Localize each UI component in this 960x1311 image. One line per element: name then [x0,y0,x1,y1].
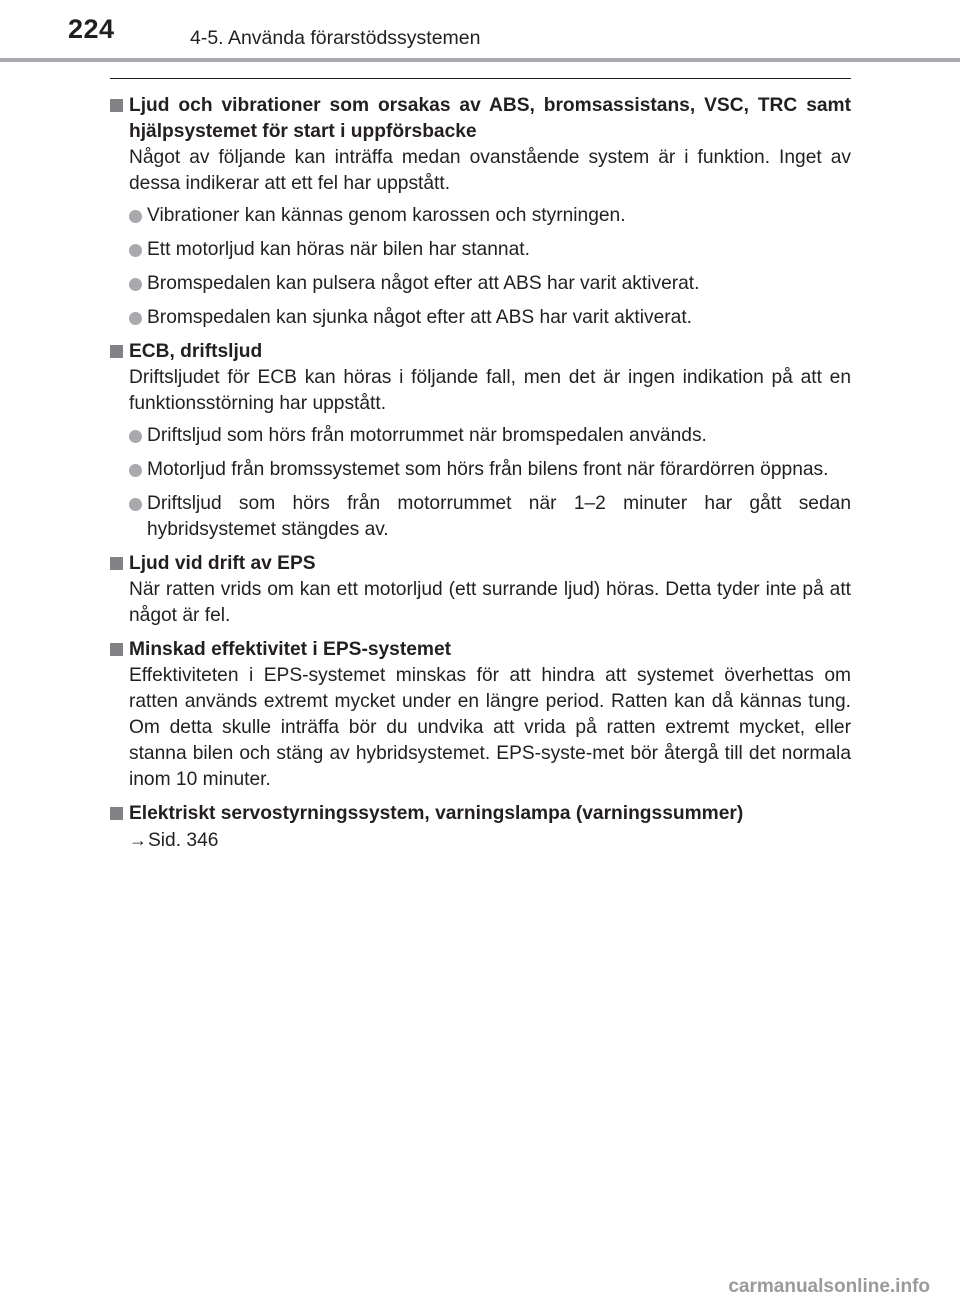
item-text: Något av följande kan inträffa medan ovanstående system är i funktion. Inget av dessa indikerar att ett fel har uppstått. [129,147,851,194]
item-heading [110,801,851,827]
item-text: Effektiviteten i EPS-systemet minskas för att hindra att systemet överhettas om ratten används extremt mycket under en längre period. Ratten kan då kännas tung. Om detta skulle inträffa bör du undvika att vrida på ratten extremt mycket, eller stanna bilen och stäng av hybridsystemet. EPS-syste-met bör återgå till det normala inom 10 minuter. [129,665,851,790]
square-bullet-icon [110,99,123,112]
list-item-text: Driftsljud som hörs från motorrummet när bromspedalen används. [147,425,707,446]
bullet-list [129,203,851,331]
list-item [129,491,851,543]
header-rule [0,58,960,62]
square-bullet-icon [110,807,123,820]
round-bullet-icon [129,244,142,257]
item-title: ECB, driftsljud [129,341,263,362]
item-text: När ratten vrids om kan ett motorljud (ett surrande ljud) höras. Detta tyder inte på att något är fel. [129,579,851,626]
item-abs-noise [110,93,851,331]
round-bullet-icon [129,210,142,223]
list-item-text: Vibrationer kan kännas genom karossen och styrningen. [147,205,626,226]
item-title: Ljud och vibrationer som orsakas av ABS, bromsassistans, VSC, TRC samt hjälpsystemet för start i uppförsbacke [129,95,851,142]
item-eps-noise [110,551,851,629]
round-bullet-icon [129,498,142,511]
square-bullet-icon [110,345,123,358]
page-reference-text: Sid. 346 [148,830,219,851]
list-item-text: Ett motorljud kan höras när bilen har stannat. [147,239,530,260]
list-item [129,271,851,297]
item-body [129,365,851,543]
list-item [129,305,851,331]
list-item-text: Driftsljud som hörs från motorrummet när 1–2 minuter har gått sedan hybridsystemet stängdes av. [147,493,851,540]
item-heading [110,339,851,365]
content-rule [110,78,851,79]
round-bullet-icon [129,464,142,477]
watermark: carmanualsonline.info [728,1276,930,1297]
item-body [129,577,851,629]
page-reference[interactable] [129,827,851,854]
list-item [129,457,851,483]
page-number: 224 [68,14,115,44]
list-item-text: Bromspedalen kan sjunka något efter att ABS har varit aktiverat. [147,307,693,328]
round-bullet-icon [129,278,142,291]
item-title: Ljud vid drift av EPS [129,553,316,574]
list-item-text: Bromspedalen kan pulsera något efter att ABS har varit aktiverat. [147,273,700,294]
round-bullet-icon [129,312,142,325]
list-item [129,237,851,263]
item-body [129,663,851,793]
round-bullet-icon [129,430,142,443]
list-item [129,203,851,229]
item-title: Elektriskt servostyrningssystem, varningslampa (varningssummer) [129,803,744,824]
arrow-right-icon: → [129,830,147,850]
bullet-list [129,423,851,543]
page-content [110,93,851,862]
list-item-text: Motorljud från bromssystemet som hörs från bilens front när förardörren öppnas. [147,459,829,480]
item-heading [110,551,851,577]
item-body [129,827,851,854]
section-title: 4-5. Använda förarstödssystemen [190,27,481,49]
item-text: Driftsljudet för ECB kan höras i följande fall, men det är ingen indikation på att en funktionsstörning har uppstått. [129,367,851,414]
item-eps-efficiency [110,637,851,793]
square-bullet-icon [110,643,123,656]
list-item [129,423,851,449]
item-eps-warning [110,801,851,854]
item-body [129,145,851,331]
item-heading [110,637,851,663]
item-ecb-noise [110,339,851,543]
item-title: Minskad effektivitet i EPS-systemet [129,639,452,660]
square-bullet-icon [110,557,123,570]
page-header [0,0,960,62]
item-heading [110,93,851,145]
